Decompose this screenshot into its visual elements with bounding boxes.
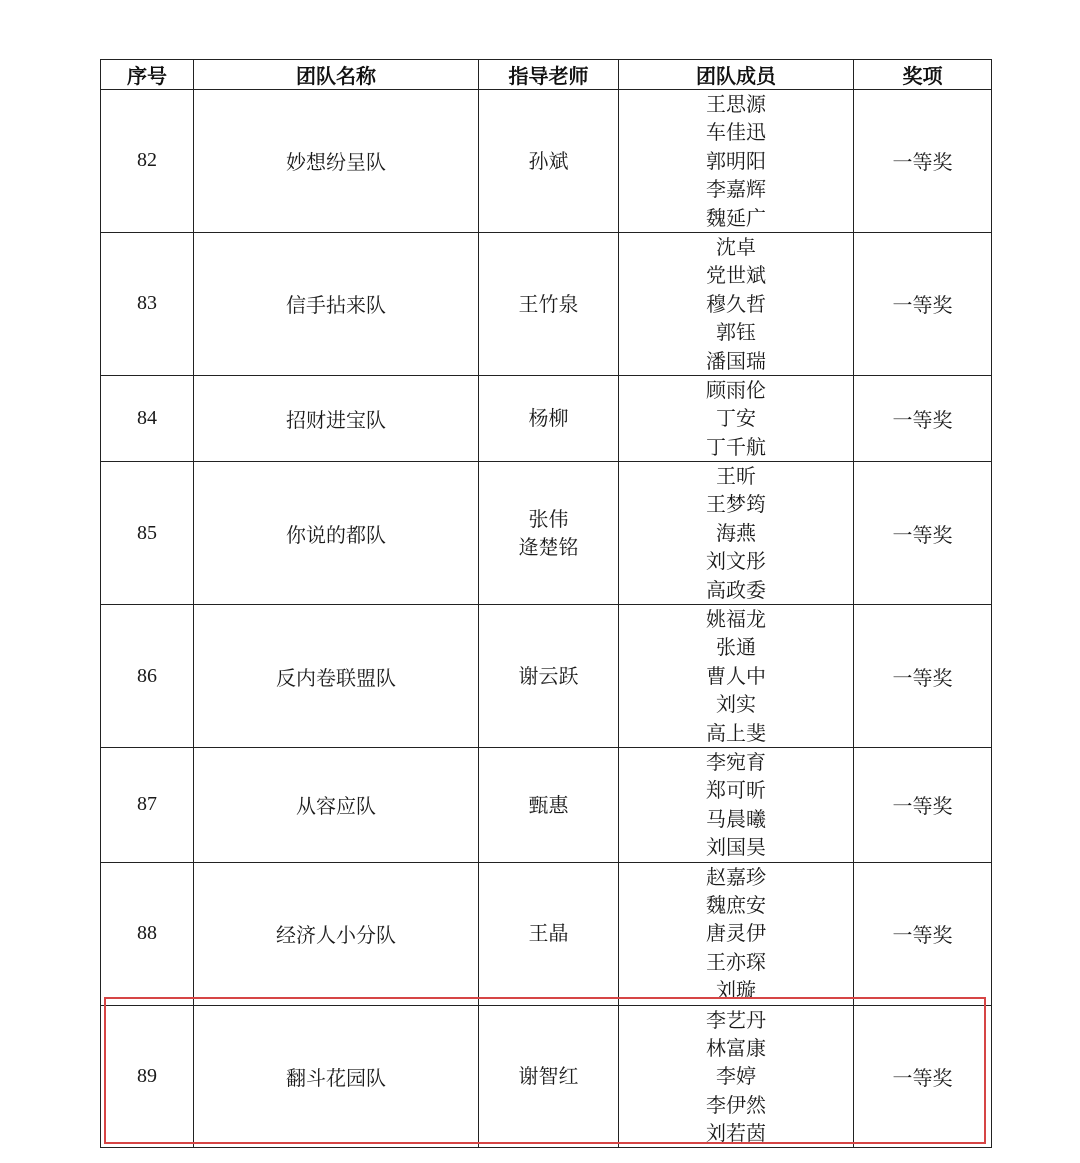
member-name: 车佳迅 xyxy=(706,120,766,145)
member-name: 王亦琛 xyxy=(706,949,766,974)
row-index: 84 xyxy=(101,375,194,461)
member-name: 王梦筠 xyxy=(706,492,766,517)
row-team-name: 从容应队 xyxy=(194,747,479,862)
member-name: 潘国瑞 xyxy=(706,348,766,373)
row-team-name: 反内卷联盟队 xyxy=(194,605,479,748)
member-name: 李艺丹 xyxy=(706,1007,766,1032)
table-row xyxy=(101,375,992,461)
member-name: 王昕 xyxy=(716,464,756,489)
row-members xyxy=(619,605,854,748)
member-name: 李婷 xyxy=(716,1064,756,1089)
member-name: 郭明阳 xyxy=(706,148,766,173)
advisor-name: 孙斌 xyxy=(528,148,569,173)
member-name: 党世斌 xyxy=(706,263,766,288)
member-name: 唐灵伊 xyxy=(706,921,766,946)
member-name: 张通 xyxy=(716,635,756,660)
member-name: 魏庶安 xyxy=(706,892,766,917)
member-name: 曹人中 xyxy=(706,663,766,688)
row-team-name: 妙想纷呈队 xyxy=(194,90,479,233)
row-advisors xyxy=(479,1005,619,1148)
member-name: 李宛育 xyxy=(706,749,766,774)
row-advisors xyxy=(479,862,619,1005)
table-row xyxy=(101,462,992,605)
header-row xyxy=(101,60,992,90)
member-name: 姚福龙 xyxy=(706,607,766,632)
row-team-name: 经济人小分队 xyxy=(194,862,479,1005)
advisor-name: 张伟 xyxy=(528,506,569,531)
member-name: 高上斐 xyxy=(706,720,766,745)
row-advisors xyxy=(479,462,619,605)
advisor-name: 杨柳 xyxy=(528,406,569,431)
member-name: 刘文彤 xyxy=(706,549,766,574)
table-row xyxy=(101,232,992,375)
row-members xyxy=(619,1005,854,1148)
table-row xyxy=(101,862,992,1005)
advisor-name: 谢云跃 xyxy=(518,663,579,688)
table-row xyxy=(101,605,992,748)
table-body xyxy=(101,90,992,1148)
row-award: 一等奖 xyxy=(854,232,992,375)
header-advisor: 指导老师 xyxy=(479,60,619,90)
row-award: 一等奖 xyxy=(854,462,992,605)
member-name: 刘若茵 xyxy=(706,1121,766,1146)
member-name: 王思源 xyxy=(706,92,766,116)
member-name: 顾雨伦 xyxy=(706,377,766,402)
row-team-name: 信手拈来队 xyxy=(194,232,479,375)
member-name: 林富康 xyxy=(706,1035,766,1060)
member-name: 刘璇 xyxy=(716,978,756,1003)
table-row xyxy=(101,747,992,862)
row-advisors xyxy=(479,232,619,375)
member-name: 丁安 xyxy=(716,406,756,431)
row-members xyxy=(619,90,854,233)
table-row xyxy=(101,90,992,233)
row-advisors xyxy=(479,605,619,748)
row-advisors xyxy=(479,375,619,461)
member-name: 穆久哲 xyxy=(706,291,766,316)
row-members xyxy=(619,462,854,605)
member-name: 高政委 xyxy=(706,577,766,602)
row-index: 86 xyxy=(101,605,194,748)
member-name: 李伊然 xyxy=(706,1092,766,1117)
row-index: 88 xyxy=(101,862,194,1005)
header-index: 序号 xyxy=(101,60,194,90)
row-members xyxy=(619,862,854,1005)
row-team-name: 翻斗花园队 xyxy=(194,1005,479,1148)
row-award: 一等奖 xyxy=(854,747,992,862)
row-advisors xyxy=(479,90,619,233)
advisor-name: 甄惠 xyxy=(528,792,569,817)
row-advisors xyxy=(479,747,619,862)
advisor-name: 逄楚铭 xyxy=(518,535,579,560)
member-name: 郭钰 xyxy=(716,320,756,345)
row-index: 89 xyxy=(101,1005,194,1148)
row-index: 83 xyxy=(101,232,194,375)
advisor-name: 谢智红 xyxy=(518,1064,579,1089)
member-name: 刘实 xyxy=(716,692,756,717)
row-index: 82 xyxy=(101,90,194,233)
member-name: 郑可昕 xyxy=(706,778,766,803)
row-award: 一等奖 xyxy=(854,862,992,1005)
advisor-name: 王竹泉 xyxy=(518,291,579,316)
header-team-name: 团队名称 xyxy=(194,60,479,90)
member-name: 马晨曦 xyxy=(706,806,766,831)
member-name: 海燕 xyxy=(716,520,756,545)
row-award: 一等奖 xyxy=(854,90,992,233)
member-name: 李嘉辉 xyxy=(706,177,766,202)
row-award: 一等奖 xyxy=(854,375,992,461)
advisor-name: 王晶 xyxy=(528,921,569,946)
row-award: 一等奖 xyxy=(854,605,992,748)
row-members xyxy=(619,375,854,461)
member-name: 赵嘉珍 xyxy=(706,864,766,889)
table-row xyxy=(101,1005,992,1148)
row-team-name: 招财进宝队 xyxy=(194,375,479,461)
row-members xyxy=(619,232,854,375)
header-members: 团队成员 xyxy=(619,60,854,90)
member-name: 沈卓 xyxy=(716,234,756,259)
member-name: 刘国昊 xyxy=(706,835,766,860)
row-award: 一等奖 xyxy=(854,1005,992,1148)
member-name: 魏延广 xyxy=(706,205,766,230)
row-index: 85 xyxy=(101,462,194,605)
row-index: 87 xyxy=(101,747,194,862)
awards-table xyxy=(100,59,992,1148)
header-award: 奖项 xyxy=(854,60,992,90)
row-members xyxy=(619,747,854,862)
row-team-name: 你说的都队 xyxy=(194,462,479,605)
member-name: 丁千航 xyxy=(706,434,766,459)
